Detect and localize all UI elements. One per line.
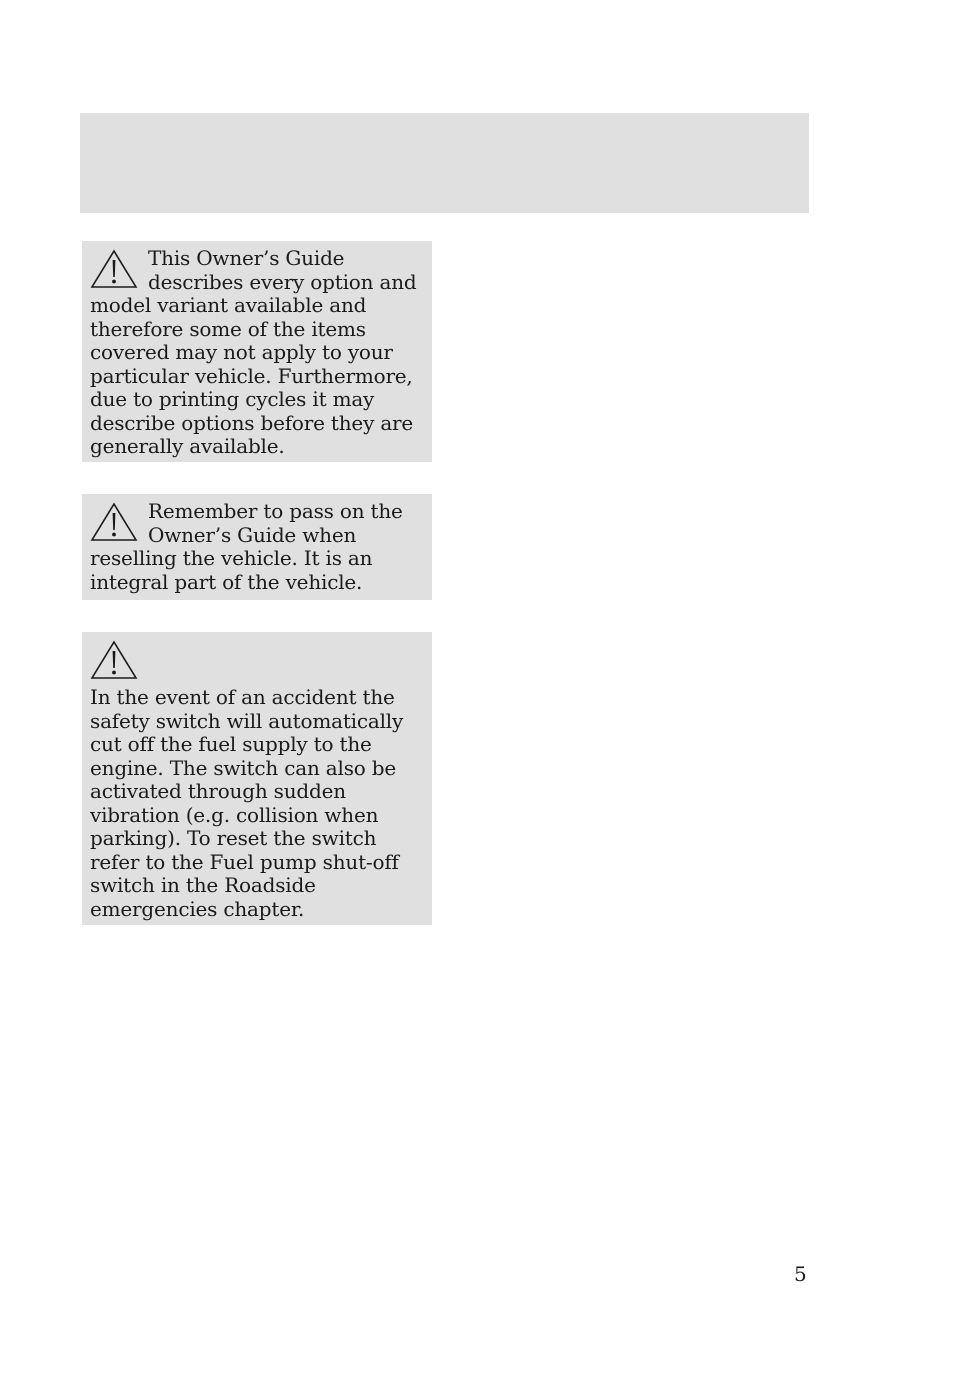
warning-text: In the event of an accident the safety switch will automatically cut off the fuel supply to the engine. The switch can also be activated through sudden vibration (e.g. collision when parking). To reset the switch refer to the Fuel pump shut-off switch in the Roadside emergencies chapter. bbox=[90, 685, 404, 921]
header-band bbox=[80, 113, 809, 213]
warning-box-pass-on-guide bbox=[82, 494, 432, 600]
warning-box-safety-switch bbox=[82, 632, 432, 925]
warning-text: Remember to pass on the Owner’s Guide when reselling the vehicle. It is an integral part of the vehicle. bbox=[90, 499, 403, 594]
warning-box-owners-guide-options bbox=[82, 241, 432, 462]
warning-triangle-icon bbox=[90, 502, 138, 542]
warning-text: This Owner’s Guide describes every option and model variant available and therefore some of the items covered may not apply to your particular vehicle. Furthermore, due to printing cycles it may describe options before they are generally available. bbox=[90, 246, 417, 458]
warning-triangle-icon bbox=[90, 249, 138, 289]
page-number: 5 bbox=[794, 1262, 807, 1286]
warning-triangle-icon bbox=[90, 640, 138, 680]
